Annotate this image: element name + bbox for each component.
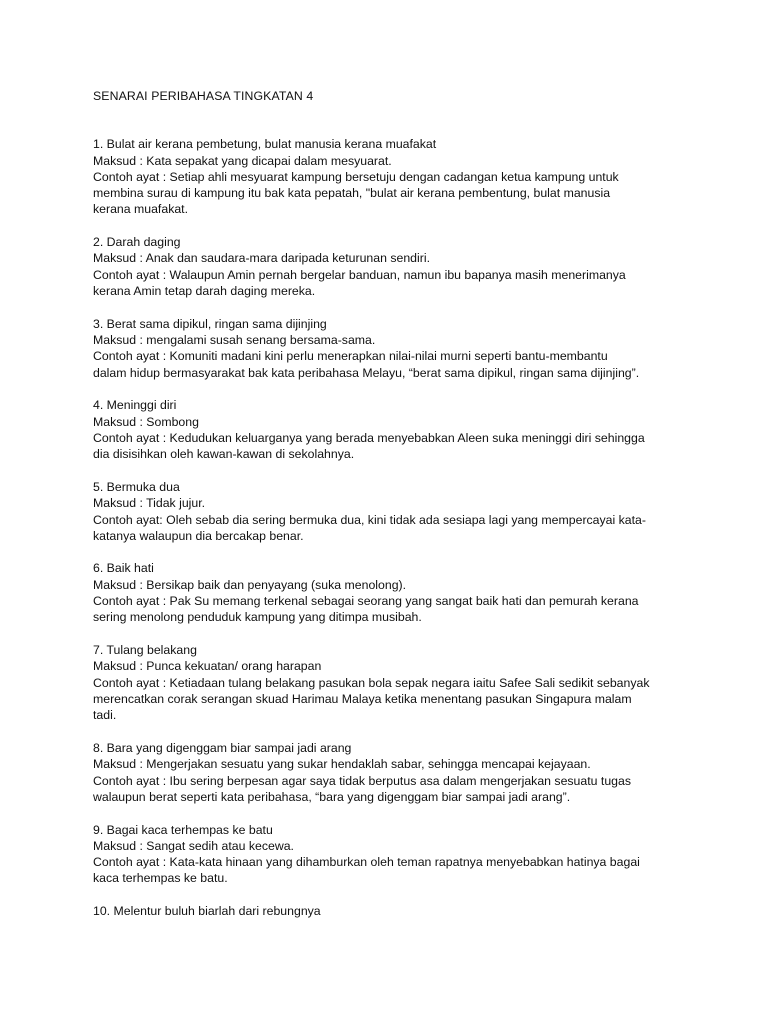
proverb-example-line: kaca terhempas ke batu.: [93, 871, 228, 886]
proverb-example-line: katanya walaupun dia bercakap benar.: [93, 528, 304, 543]
proverb-example-line: Contoh ayat: Oleh sebab dia sering bermuka dua, kini tidak ada sesiapa lagi yang mempercayai kata-: [93, 512, 646, 527]
proverb-example-line: tadi.: [93, 708, 117, 723]
document-title: SENARAI PERIBAHASA TINGKATAN 4: [93, 89, 314, 103]
proverb-example-line: Contoh ayat : Komuniti madani kini perlu menerapkan nilai-nilai murni seperti bantu-membantu: [93, 349, 608, 364]
proverb-example-line: sering menolong penduduk kampung yang ditimpa musibah.: [93, 610, 422, 625]
proverb-heading: 10. Melentur buluh biarlah dari rebungnya: [93, 904, 321, 919]
proverb-example-line: kerana muafakat.: [93, 202, 189, 217]
proverb-meaning: Maksud : Kata sepakat yang dicapai dalam mesyuarat.: [93, 153, 392, 168]
proverb-meaning: Maksud : Punca kekuatan/ orang harapan: [93, 659, 322, 674]
proverb-example-line: dalam hidup bermasyarakat bak kata peribahasa Melayu, “berat sama dipikul, ringan sama dijinjing”.: [93, 365, 640, 380]
proverb-entry: [93, 903, 693, 919]
proverb-entry: [93, 234, 693, 299]
document-body: [93, 88, 693, 936]
proverb-entry: [93, 136, 693, 217]
proverb-meaning: Maksud : Sombong: [93, 414, 199, 429]
proverb-heading: 3. Berat sama dipikul, ringan sama dijinjing: [93, 316, 327, 331]
proverb-meaning: Maksud : Tidak jujur.: [93, 496, 206, 511]
proverb-meaning: Maksud : Anak dan saudara-mara daripada keturunan sendiri.: [93, 251, 430, 266]
proverb-example-line: walaupun berat seperti kata peribahasa, “bara yang digenggam biar sampai jadi arang”.: [93, 789, 571, 804]
proverb-heading: 4. Meninggi diri: [93, 398, 177, 413]
proverb-example-line: kerana Amin tetap darah daging mereka.: [93, 284, 316, 299]
proverb-heading: 6. Baik hati: [93, 561, 154, 576]
proverb-example-line: Contoh ayat : Pak Su memang terkenal sebagai seorang yang sangat baik hati dan pemurah kerana: [93, 594, 639, 609]
proverb-heading: 1. Bulat air kerana pembetung, bulat manusia kerana muafakat: [93, 137, 437, 152]
proverb-example-line: Contoh ayat : Walaupun Amin pernah bergelar banduan, namun ibu bapanya masih menerimanya: [93, 267, 626, 282]
proverb-example-line: Contoh ayat : Setiap ahli mesyuarat kampung bersetuju dengan cadangan ketua kampung untuk: [93, 169, 619, 184]
proverb-example-line: dia disisihkan oleh kawan-kawan di sekolahnya.: [93, 447, 355, 462]
proverb-entry: [93, 822, 693, 887]
proverb-meaning: Maksud : Sangat sedih atau kecewa.: [93, 838, 294, 853]
proverb-example-line: membina surau di kampung itu bak kata pepatah, "bulat air kerana pembentung, bulat manusia: [93, 186, 611, 201]
proverb-example-line: Contoh ayat : Kata-kata hinaan yang dihamburkan oleh teman rapatnya menyebabkan hatinya bagai: [93, 855, 640, 870]
proverb-example-line: merencatkan corak serangan skuad Harimau Malaya ketika menentang pasukan Singapura malam: [93, 691, 632, 706]
proverb-heading: 5. Bermuka dua: [93, 479, 180, 494]
proverb-heading: 2. Darah daging: [93, 235, 181, 250]
proverb-entry: [93, 642, 693, 723]
proverb-entry: [93, 740, 693, 805]
proverb-entry: [93, 397, 693, 462]
proverb-meaning: Maksud : Bersikap baik dan penyayang (suka menolong).: [93, 577, 407, 592]
proverb-example-line: Contoh ayat : Ketiadaan tulang belakang pasukan bola sepak negara iaitu Safee Sali sedikit sebanyak: [93, 675, 650, 690]
proverb-entry: [93, 560, 693, 625]
proverb-example-line: Contoh ayat : Ibu sering berpesan agar saya tidak berputus asa dalam mengerjakan sesuatu tugas: [93, 773, 631, 788]
proverb-meaning: Maksud : mengalami susah senang bersama-sama.: [93, 333, 376, 348]
proverb-list: [93, 136, 693, 919]
proverb-example-line: Contoh ayat : Kedudukan keluarganya yang berada menyebabkan Aleen suka meninggi diri sehingga: [93, 430, 645, 445]
proverb-heading: 7. Tulang belakang: [93, 643, 197, 658]
proverb-entry: [93, 316, 693, 381]
proverb-entry: [93, 479, 693, 544]
proverb-heading: 8. Bara yang digenggam biar sampai jadi arang: [93, 740, 352, 755]
proverb-heading: 9. Bagai kaca terhempas ke batu: [93, 822, 273, 837]
proverb-meaning: Maksud : Mengerjakan sesuatu yang sukar hendaklah sabar, sehingga mencapai kejayaan.: [93, 757, 591, 772]
